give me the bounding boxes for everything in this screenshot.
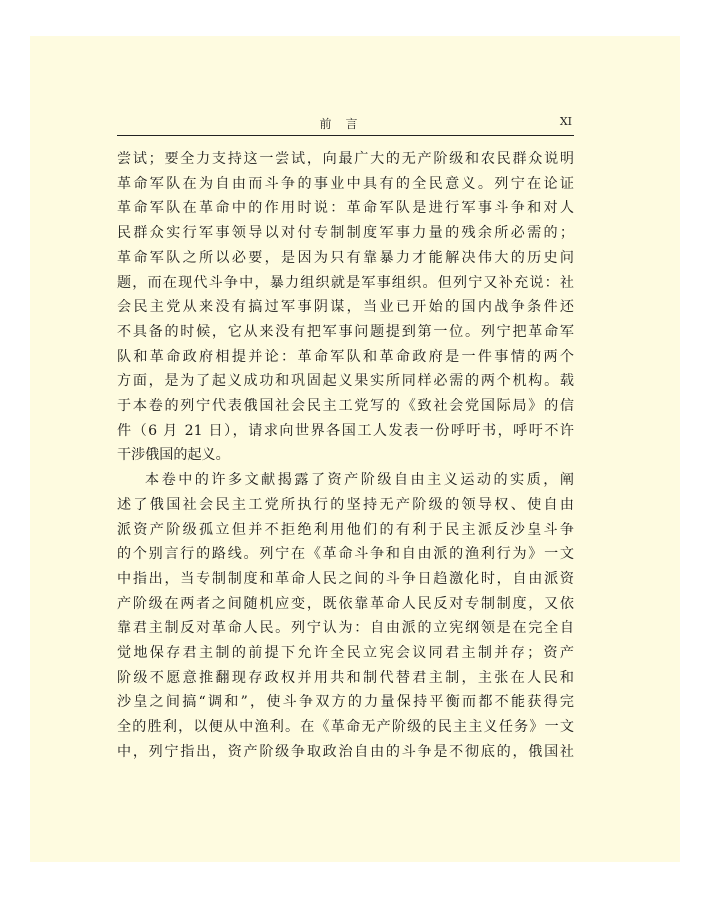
- text-line: 靠君主制反对革命人民。列宁认为：自由派的立宪纲领是在完全自: [117, 620, 574, 637]
- text-line: 的个别言行的路线。列宁在《革命斗争和自由派的渔利行为》一文: [117, 546, 574, 563]
- text-line: 本卷中的许多文献揭露了资产阶级自由主义运动的实质，阐: [145, 472, 574, 489]
- text-line: 中，列宁指出，资产阶级争取政治自由的斗争是不彻底的，俄国社: [117, 743, 574, 760]
- text-line: 于本卷的列宁代表俄国社会民主工党写的《致社会党国际局》的信: [117, 398, 574, 415]
- page-number: XI: [559, 115, 572, 128]
- text-line: 尝试；要全力支持这一尝试，向最广大的无产阶级和农民群众说明: [117, 151, 574, 167]
- text-line: 全的胜利，以便从中渔利。在《革命无产阶级的民主主义任务》一文: [117, 719, 574, 736]
- text-line: 沙皇之间搞“调和”，使斗争双方的力量保持平衡而都不能获得完: [117, 694, 574, 711]
- text-line: 不具备的时候，它从来没有把军事问题提到第一位。列宁把革命军: [117, 323, 574, 340]
- text-line: 产阶级在两者之间随机应变，既依靠革命人民反对专制制度，又依: [117, 595, 574, 612]
- paragraph-1: [117, 147, 574, 468]
- text-line: 中指出，当专制制度和革命人民之间的斗争日趋激化时，自由派资: [117, 570, 574, 587]
- text-line: 革命军队在为自由而斗争的事业中具有的全民意义。列宁在论证: [117, 175, 574, 192]
- text-line: 件（6 月 21 日），请求向世界各国工人发表一份呼吁书，呼吁不许: [117, 422, 574, 439]
- text-line: 民群众实行军事领导以对付专制制度军事力量的残余所必需的；: [117, 225, 574, 242]
- header-title: 前言: [319, 117, 372, 131]
- running-header: [117, 113, 574, 136]
- text-line: 述了俄国社会民主工党所执行的坚持无产阶级的领导权、使自由: [117, 496, 574, 513]
- text-line: 革命军队之所以必要，是因为只有靠暴力才能解决伟大的历史问: [117, 249, 574, 266]
- text-line: 队和革命政府相提并论：革命军队和革命政府是一件事情的两个: [117, 348, 574, 365]
- text-line: 会民主党从来没有搞过军事阴谋，当业已开始的国内战争条件还: [117, 299, 574, 316]
- body-text: [117, 147, 574, 765]
- paragraph-2: [117, 468, 574, 764]
- text-line: 觉地保存君主制的前提下允许全民立宪会议同君主制并存；资产: [117, 645, 574, 662]
- text-line: 革命军队在革命中的作用时说：革命军队是进行军事斗争和对人: [117, 200, 574, 217]
- text-line: 方面，是为了起义成功和巩固起义果实所同样必需的两个机构。载: [117, 373, 574, 390]
- text-line: 派资产阶级孤立但并不拒绝利用他们的有利于民主派反沙皇斗争: [117, 521, 574, 538]
- text-line: 题，而在现代斗争中，暴力组织就是军事组织。但列宁又补充说：社: [117, 274, 574, 291]
- text-line: 干涉俄国的起义。: [117, 447, 230, 464]
- text-line: 阶级不愿意推翻现存政权并用共和制代替君主制，主张在人民和: [117, 669, 574, 686]
